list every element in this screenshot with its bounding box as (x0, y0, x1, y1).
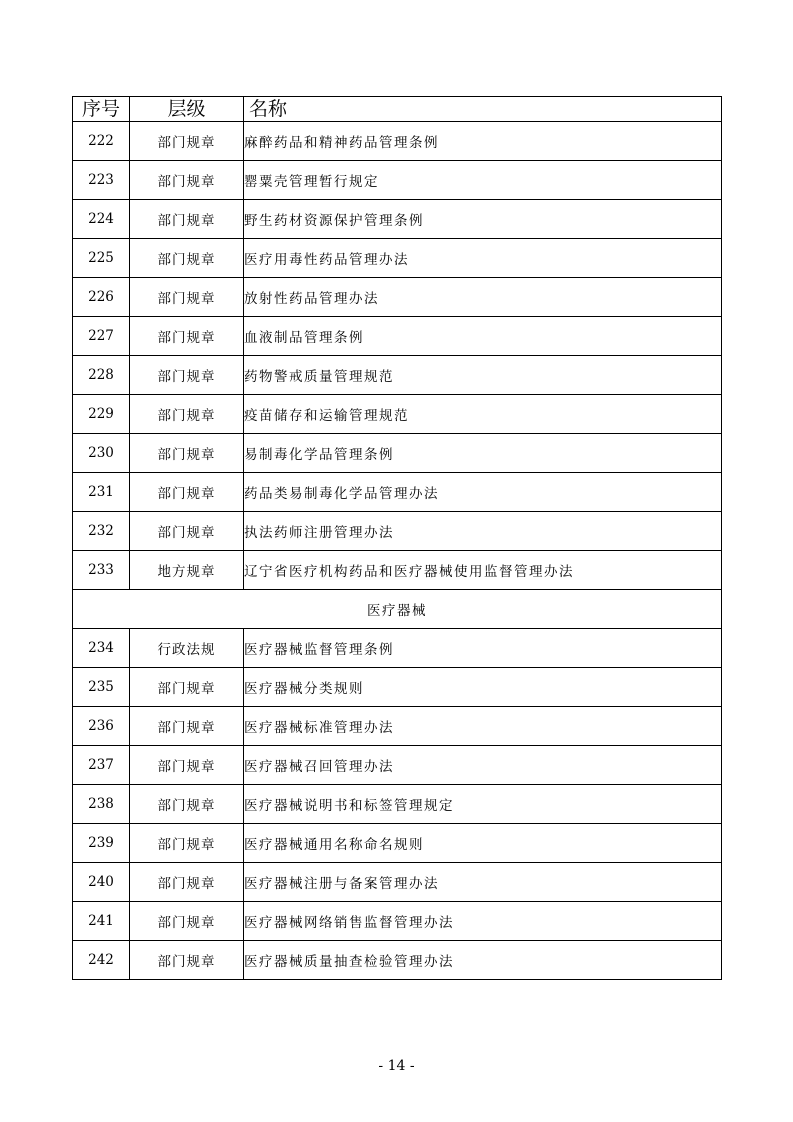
row-name: 医疗用毒性药品管理办法 (244, 239, 722, 278)
table-row (73, 941, 722, 980)
row-name: 疫苗储存和运输管理规范 (244, 395, 722, 434)
row-level: 部门规章 (130, 746, 244, 785)
table-row (73, 668, 722, 707)
table-body-devices (73, 629, 722, 980)
row-number: 231 (73, 473, 130, 512)
row-level: 部门规章 (130, 473, 244, 512)
row-level: 部门规章 (130, 317, 244, 356)
row-number: 225 (73, 239, 130, 278)
row-number: 229 (73, 395, 130, 434)
row-number: 230 (73, 434, 130, 473)
row-level: 部门规章 (130, 707, 244, 746)
row-level: 部门规章 (130, 824, 244, 863)
section-heading: 医疗器械 (73, 590, 722, 629)
row-level: 部门规章 (130, 902, 244, 941)
row-level: 部门规章 (130, 395, 244, 434)
row-number: 223 (73, 161, 130, 200)
row-name: 医疗器械注册与备案管理办法 (244, 863, 722, 902)
row-name: 麻醉药品和精神药品管理条例 (244, 122, 722, 161)
table-row (73, 512, 722, 551)
row-level: 部门规章 (130, 434, 244, 473)
table-row (73, 707, 722, 746)
table-row (73, 785, 722, 824)
row-number: 233 (73, 551, 130, 590)
table-row (73, 629, 722, 668)
row-name: 放射性药品管理办法 (244, 278, 722, 317)
row-level: 地方规章 (130, 551, 244, 590)
table-row (73, 863, 722, 902)
row-level: 部门规章 (130, 239, 244, 278)
table-row (73, 200, 722, 239)
row-name: 药品类易制毒化学品管理办法 (244, 473, 722, 512)
table-row (73, 239, 722, 278)
header-index: 序号 (73, 97, 130, 122)
row-number: 228 (73, 356, 130, 395)
row-name: 医疗器械召回管理办法 (244, 746, 722, 785)
row-level: 部门规章 (130, 941, 244, 980)
table-row (73, 902, 722, 941)
row-level: 部门规章 (130, 785, 244, 824)
row-level: 行政法规 (130, 629, 244, 668)
row-number: 240 (73, 863, 130, 902)
table-section (73, 590, 722, 629)
row-name: 罂粟壳管理暂行规定 (244, 161, 722, 200)
row-name: 医疗器械说明书和标签管理规定 (244, 785, 722, 824)
row-name: 野生药材资源保护管理条例 (244, 200, 722, 239)
row-number: 232 (73, 512, 130, 551)
row-number: 242 (73, 941, 130, 980)
row-name: 医疗器械标准管理办法 (244, 707, 722, 746)
row-level: 部门规章 (130, 863, 244, 902)
row-name: 血液制品管理条例 (244, 317, 722, 356)
table-row (73, 356, 722, 395)
table-row (73, 317, 722, 356)
regulations-table (72, 96, 722, 980)
row-number: 241 (73, 902, 130, 941)
row-number: 238 (73, 785, 130, 824)
row-name: 药物警戒质量管理规范 (244, 356, 722, 395)
row-number: 236 (73, 707, 130, 746)
table-row (73, 122, 722, 161)
row-number: 226 (73, 278, 130, 317)
table-row (73, 824, 722, 863)
row-level: 部门规章 (130, 200, 244, 239)
row-name: 辽宁省医疗机构药品和医疗器械使用监督管理办法 (244, 551, 722, 590)
table-row (73, 746, 722, 785)
table-row (73, 395, 722, 434)
table-body-drugs (73, 122, 722, 590)
table-row (73, 278, 722, 317)
row-number: 222 (73, 122, 130, 161)
row-number: 237 (73, 746, 130, 785)
header-level: 层级 (130, 97, 244, 122)
row-name: 医疗器械网络销售监督管理办法 (244, 902, 722, 941)
table-row (73, 161, 722, 200)
table-row (73, 434, 722, 473)
table-row (73, 551, 722, 590)
table-row (73, 473, 722, 512)
row-number: 234 (73, 629, 130, 668)
row-name: 医疗器械通用名称命名规则 (244, 824, 722, 863)
row-number: 227 (73, 317, 130, 356)
row-number: 224 (73, 200, 130, 239)
row-level: 部门规章 (130, 161, 244, 200)
row-level: 部门规章 (130, 668, 244, 707)
row-name: 医疗器械质量抽查检验管理办法 (244, 941, 722, 980)
row-number: 239 (73, 824, 130, 863)
table-header-row (73, 97, 722, 122)
header-name: 名称 (244, 97, 722, 122)
row-level: 部门规章 (130, 122, 244, 161)
row-name: 医疗器械监督管理条例 (244, 629, 722, 668)
row-level: 部门规章 (130, 356, 244, 395)
row-name: 易制毒化学品管理条例 (244, 434, 722, 473)
row-name: 执法药师注册管理办法 (244, 512, 722, 551)
row-level: 部门规章 (130, 278, 244, 317)
page-number: - 14 - (378, 1058, 415, 1074)
row-name: 医疗器械分类规则 (244, 668, 722, 707)
row-number: 235 (73, 668, 130, 707)
row-level: 部门规章 (130, 512, 244, 551)
